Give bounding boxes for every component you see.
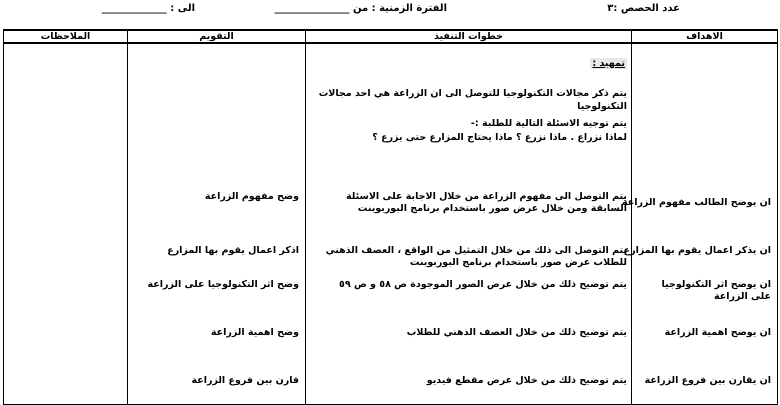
intro-label: تمهيد : (592, 58, 625, 69)
period-end: الى : _____________ (101, 3, 195, 14)
objective-text: ان يوضح الطالب مفهوم الزراعة (621, 197, 771, 208)
col-objectives: الاهداف (632, 30, 778, 43)
lesson-plan-table (3, 29, 778, 405)
evaluation-text: وضح اثر التكنولوجيا على الزراعة (147, 279, 299, 290)
evaluation-text: وضح مفهوم الزراعة (204, 191, 299, 202)
evaluation-cell (128, 43, 306, 183)
objective-cell (632, 43, 778, 183)
intro-line: التكنولوجيا (577, 101, 627, 112)
evaluation-text: وضح اهمية الزراعة (210, 327, 299, 338)
notes-cell (4, 43, 128, 183)
objective-text: ان يوضح اهمية الزراعة (664, 327, 771, 338)
table-row (4, 229, 778, 275)
objective-text: ان يوضح اثر التكنولوجيا على الزراعة (661, 279, 771, 302)
evaluation-text: اذكر اعمال يقوم بها المزارع (167, 245, 299, 256)
intro-line: يتم توجيه الاسئلة التالية للطلبة :- (470, 118, 627, 129)
table-header-row (4, 30, 778, 43)
objective-text: ان يقارن بين فروع الزراعة (644, 375, 771, 386)
header-bar (0, 0, 780, 22)
table-row (4, 275, 778, 319)
objective-text: ان يذكر اعمال يقوم بها المزارع (623, 245, 771, 256)
intro-question: لماذا نزراع . ماذا نزرع ؟ ماذا يحتاج المزارع حتى يزرع ؟ (372, 132, 627, 143)
col-notes: الملاحظات (4, 30, 128, 43)
steps-cell (306, 43, 632, 183)
time-period: الفترة الزمنية : من _______________ (274, 3, 447, 14)
table-row (4, 43, 778, 183)
sessions-count: عدد الحصص :٣ (607, 3, 680, 14)
evaluation-text: قارن بين فروع الزراعة (191, 375, 299, 386)
steps-text: يتم التوصل الى ذلك من خلال التمثيل من الواقع ، العصف الذهني للطلاب عرض صور باستخدام برنامج البوربوينت (325, 245, 627, 268)
col-steps: خطوات التنفيذ (306, 30, 632, 43)
table-row (4, 183, 778, 229)
intro-line: يتم ذكر مجالات التكنولوجيا للتوصل الى ان الزراعة هي احد مجالات (318, 88, 627, 99)
col-evaluation: التقويم (128, 30, 306, 43)
steps-text: يتم التوصل الى مفهوم الزراعة من خلال الاجابة على الاسئلة السابقة ومن خلال عرض صور باستخدام برنامج البوربوينت (345, 191, 627, 214)
steps-text: يتم توضيح ذلك من خلال العصف الذهني للطلاب (406, 327, 627, 338)
steps-text: يتم توضيح ذلك من خلال عرض مقطع فيديو (426, 375, 627, 386)
table-row (4, 319, 778, 361)
table-row (4, 361, 778, 405)
steps-text: يتم توضيح ذلك من خلال عرض الصور الموجودة ص ٥٨ و ص ٥٩ (339, 279, 627, 290)
